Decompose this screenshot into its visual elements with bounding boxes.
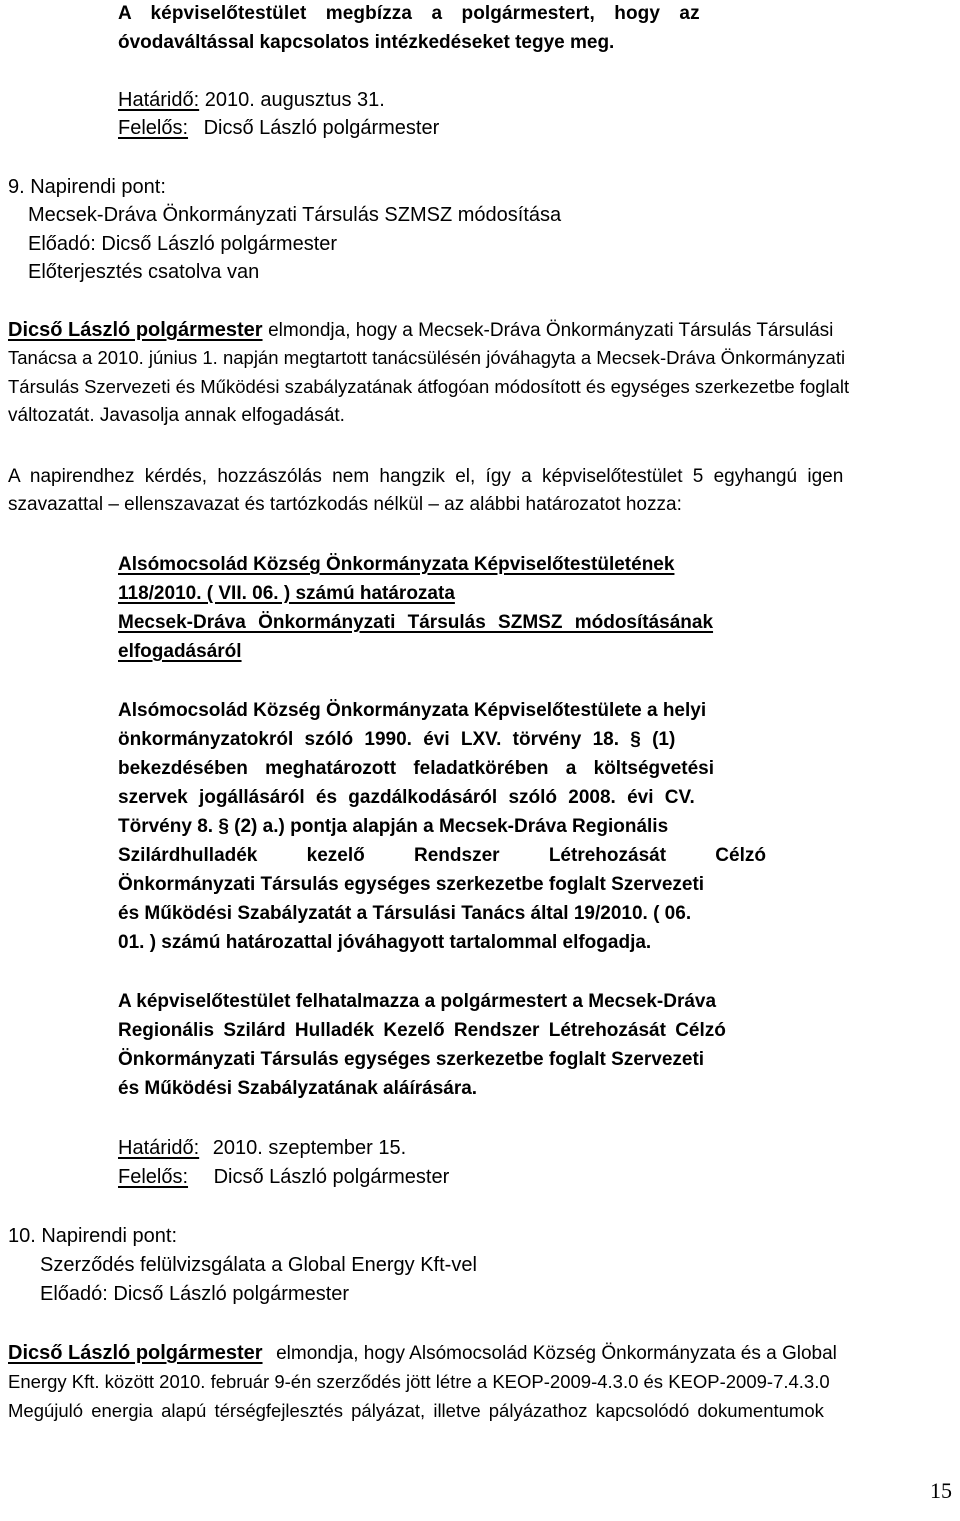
item-10-speech-line-3: Megújuló energia alapú térségfejlesztés pályázat, illetve pályázathoz kapcsolódó dokumentumok xyxy=(8,1400,824,1421)
resolution-body-1: Alsómocsolád Község Önkormányzata Képviselőtestülete a helyi xyxy=(118,700,707,721)
speech-text: elmondja, hogy a Mecsek-Dráva Önkormányzati Társulás Társulási xyxy=(268,320,834,341)
item-9-presenter: Előadó: Dicső László polgármester xyxy=(28,233,338,255)
item-10-title: Szerződés felülvizsgálata a Global Energy Kft-vel xyxy=(40,1254,477,1276)
resolution-body-9: 01. ) számú határozattal jóváhagyott tartalommal elfogadja. xyxy=(118,932,652,953)
resolution-subject-1: Mecsek-Dráva Önkormányzati Társulás SZMSZ módosításának xyxy=(118,612,714,633)
authorization-2: Regionális Szilárd Hulladék Kezelő Rendszer Létrehozását Célzó xyxy=(118,1020,726,1041)
speaker-name: Dicső László polgármester xyxy=(8,1342,263,1364)
resolution-text-line-2: óvodaváltással kapcsolatos intézkedéseket tegye meg. xyxy=(118,32,615,53)
resolution-body-7: Önkormányzati Társulás egységes szerkezetbe foglalt Szervezeti xyxy=(118,874,705,895)
item-10-heading: 10. Napirendi pont: xyxy=(8,1225,178,1247)
item-9-attachment: Előterjesztés csatolva van xyxy=(28,261,260,283)
resolution-body-3: bekezdésében meghatározott feladatkörében a költségvetési xyxy=(118,758,715,779)
deadline-label: Határidő: xyxy=(118,89,200,111)
responsible-label: Felelős: xyxy=(118,117,189,139)
responsible-label: Felelős: xyxy=(118,1166,189,1188)
resolution-number: 118/2010. ( VII. 06. ) számú határozata xyxy=(118,583,455,604)
responsible-row xyxy=(118,114,439,142)
responsible-value: Dicső László polgármester xyxy=(203,117,440,139)
resolution-heading-1: Alsómocsolád Község Önkormányzata Képviselőtestületének xyxy=(118,554,675,575)
vote-line-2: szavazattal – ellenszavazat és tartózkodás nélkül – az alábbi határozatot hozza: xyxy=(8,494,682,515)
speaker-name: Dicső László polgármester xyxy=(8,319,263,341)
speech-text: elmondja, hogy Alsómocsolád Község Önkormányzata és a Global xyxy=(276,1343,837,1364)
item-9-title: Mecsek-Dráva Önkormányzati Társulás SZMSZ módosítása xyxy=(28,204,562,226)
deadline-row xyxy=(118,86,385,114)
page-number: 15 xyxy=(930,1478,952,1503)
resolution-body-2: önkormányzatokról szóló 1990. évi LXV. törvény 18. § (1) xyxy=(118,729,676,750)
speech-line-1 xyxy=(8,316,952,344)
resolution-subject-2: elfogadásáról xyxy=(118,641,242,662)
resolution-body-4: szervek jogállásáról és gazdálkodásáról szóló 2008. évi CV. xyxy=(118,787,695,808)
deadline-value: 2010. augusztus 31. xyxy=(204,89,385,111)
deadline-label: Határidő: xyxy=(118,1137,200,1159)
speech-line-3: Társulás Szervezeti és Működési szabályzatának átfogóan módosított és egységes szerkezetbe foglalt xyxy=(8,376,850,397)
item-10-presenter: Előadó: Dicső László polgármester xyxy=(40,1283,350,1305)
item-9-deadline-row xyxy=(118,1134,406,1162)
speech-line-4: változatát. Javasolja annak elfogadását. xyxy=(8,405,345,426)
authorization-3: Önkormányzati Társulás egységes szerkezetbe foglalt Szervezeti xyxy=(118,1049,705,1070)
resolution-body-5: Törvény 8. § (2) a.) pontja alapján a Mecsek-Dráva Regionális xyxy=(118,816,669,837)
resolution-body-6: Szilárdhulladék kezelő Rendszer Létrehozását Célzó xyxy=(118,845,766,866)
item-10-speech-line-2: Energy Kft. között 2010. február 9-én szerződés jött létre a KEOP-2009-4.3.0 és KEOP-2009-7.4.3.0 xyxy=(8,1371,830,1392)
authorization-4: és Működési Szabályzatának aláírására. xyxy=(118,1078,478,1099)
text-line-1: A képviselőtestület megbízza a polgármestert, hogy az xyxy=(118,3,700,24)
item-9-heading: 9. Napirendi pont: xyxy=(8,176,166,198)
item-9-responsible-row xyxy=(118,1163,449,1191)
deadline-value: 2010. szeptember 15. xyxy=(212,1137,407,1159)
resolution-text-line xyxy=(118,0,782,28)
speech-line-2: Tanácsa a 2010. június 1. napján megtartott tanácsülésén jóváhagyta a Mecsek-Dráva Önkormányzati xyxy=(8,347,846,368)
authorization-1: A képviselőtestület felhatalmazza a polgármestert a Mecsek-Dráva xyxy=(118,991,717,1012)
resolution-body-8: és Működési Szabályzatát a Társulási Tanács által 19/2010. ( 06. xyxy=(118,903,692,924)
item-10-speech-line-1 xyxy=(8,1339,952,1367)
responsible-value: Dicső László polgármester xyxy=(213,1166,450,1188)
vote-line-1: A napirendhez kérdés, hozzászólás nem hangzik el, így a képviselőtestület 5 egyhangú igen xyxy=(8,466,844,487)
